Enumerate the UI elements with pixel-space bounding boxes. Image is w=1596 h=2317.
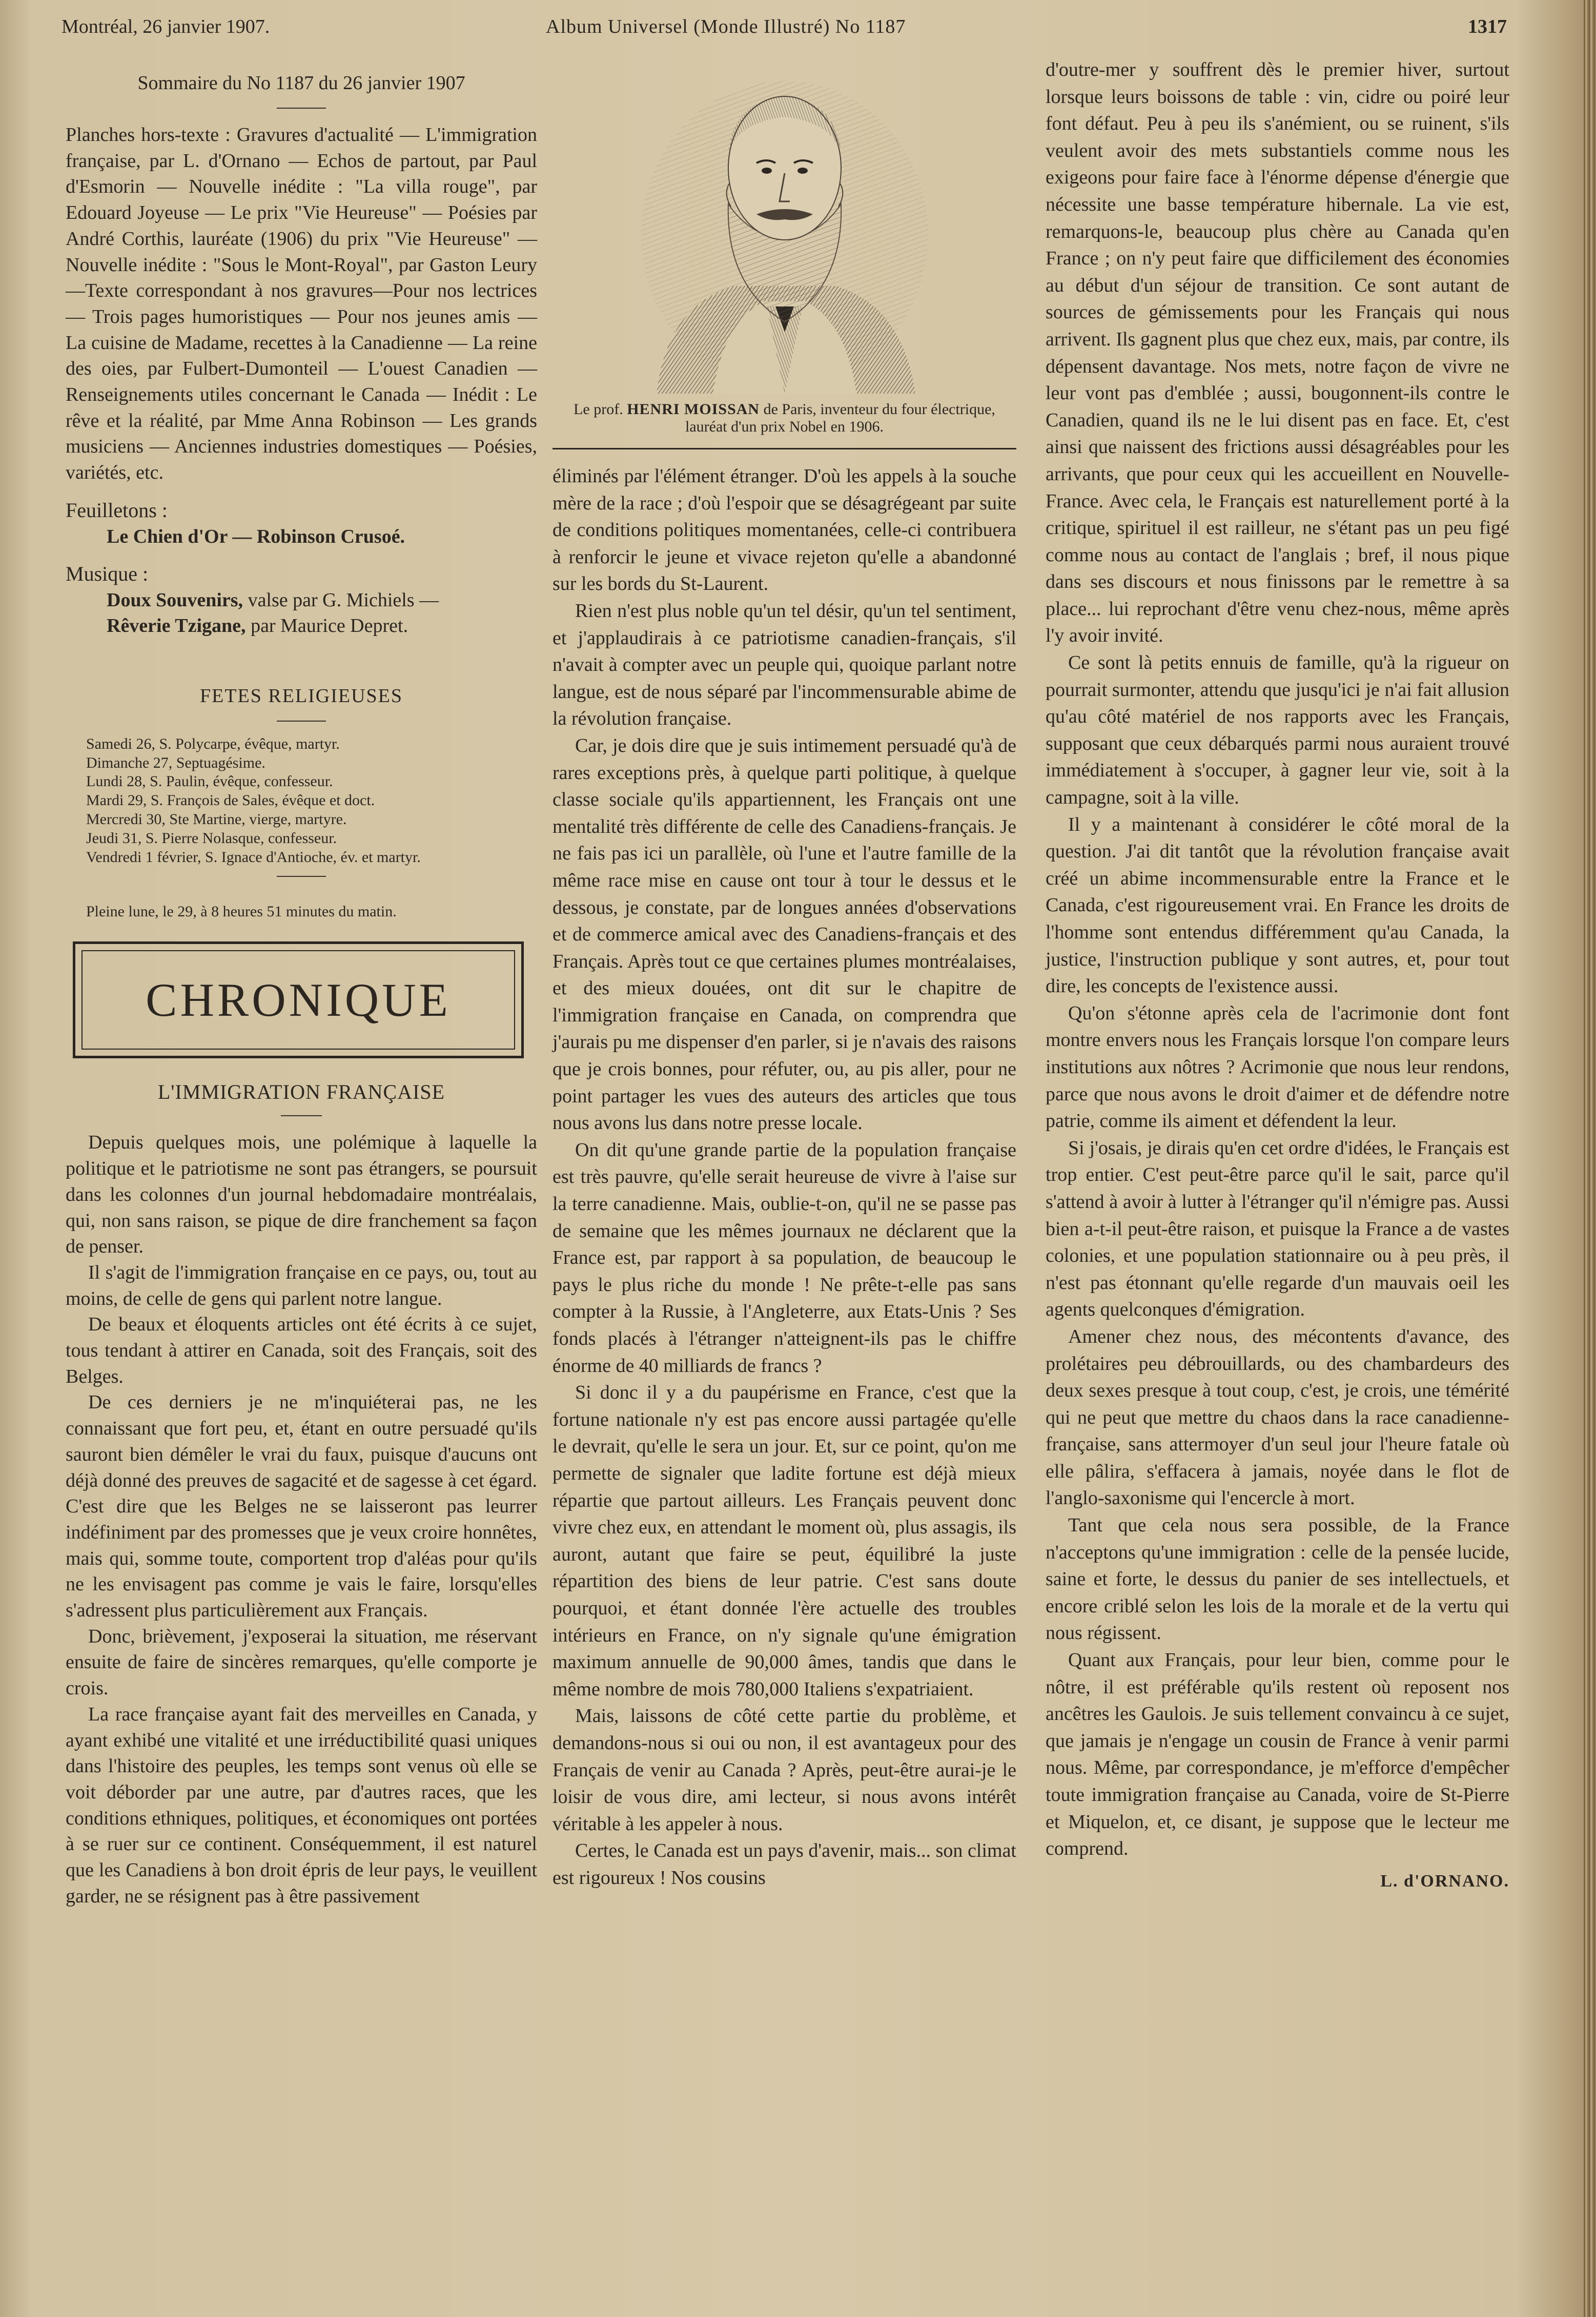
portrait-caption: Le prof. HENRI MOISSAN de Paris, inventeur du four électrique, lauréat d'un prix Nobel en 1906.	[574, 401, 995, 435]
feast-day: Vendredi 1 février, S. Ignace d'Antioche, év. et martyr.	[86, 848, 421, 866]
header-date: Montréal, 26 janvier 1907.	[62, 16, 270, 37]
article-paragraph: Tant que cela nous sera possible, de la France n'acceptons qu'une immigration : celle de la pensée lucide, saine et forte, le dessus du panier de ses intellectuels, et encore criblé selon les lois de la morale et de la vertu qui nous régissent.	[1046, 1514, 1509, 1644]
article-paragraph: Il y a maintenant à considérer le côté moral de la question. J'ai dit tantôt que la révolution française avait créé un abime incommensurable entre la France et le Canada, c'est rigoureusement vrai. En France les droits de l'homme sont entendus différemment qu'au Canada, la justice, l'instruction publique y sont autres, et, pour tout dire, les concepts de l'existence aussi.	[1046, 813, 1509, 997]
article-paragraph: Si j'osais, je dirais qu'en cet ordre d'idées, le Français est trop entier. C'est peut-être parce qu'il le sait, parce qu'il s'attend à avoir à lutter à l'étranger qu'il n'émigre pas. Aussi bien a-t-il peut-être raison, et puisque la France a de vastes colonies, et une population stationnaire ou à peu près, il n'est pas étonnant qu'elle regarde d'un mauvais oeil les agents quelconques d'émigration.	[1046, 1137, 1509, 1321]
chronique-banner	[73, 941, 524, 1058]
divider	[277, 876, 326, 877]
article-paragraph: Il s'agit de l'immigration française en ce pays, ou, tout au moins, de celle de gens qui parlent notre langue.	[66, 1261, 537, 1309]
article-paragraph: Rien n'est plus noble qu'un tel désir, qu'un tel sentiment, et j'applaudirais à ce patriotisme canadien-français, s'il n'avait à compter avec un peuple qui, quoique parlant notre langue, est de nous séparé par l'incommensurable abime de la révolution française.	[553, 600, 1016, 730]
fetes-list	[66, 735, 537, 867]
article-paragraph: On dit qu'une grande partie de la population française est très pauvre, qu'elle serait heureuse de vivre à l'aise sur la terre canadienne. Mais, oublie-t-on, qu'il ne se passe pas de semaine que les mêmes journaux ne déclarent que la France est, par rapport à sa population, de beaucoup le pays le plus riche du monde ! Ne prête-t-elle pas sans compter à la Russie, à l'Angleterre, aux Etats-Unis ? Ses fonds placés à l'étranger n'atteignent-ils pas le chiffre énorme de 40 milliards de francs ?	[553, 1139, 1016, 1377]
article-paragraph: Amener chez nous, des mécontents d'avance, des prolétaires peu débrouillards, ou des chambardeurs des deux sexes presque à tout coup, c'est, je crois, une témérité qui ne peut que mettre du chaos dans la race canadienne-française, sans attermoyer d'un seul jour l'heure fatale où elle pâlira, s'effacera à jamais, noyée dans le flot de l'anglo-saxonisme qui l'encercle à mort.	[1046, 1325, 1509, 1509]
divider	[281, 1115, 322, 1116]
feast-day: Mercredi 30, Ste Martine, vierge, martyre.	[86, 811, 347, 828]
feast-day: Jeudi 31, S. Pierre Nolasque, confesseur.	[86, 829, 337, 847]
page-header	[62, 15, 1507, 46]
sommaire-title: Sommaire du No 1187 du 26 janvier 1907	[137, 72, 465, 94]
article-paragraph: Certes, le Canada est un pays d'avenir, mais... son climat est rigoureux ! Nos cousins	[553, 1840, 1016, 1889]
fetes-title: FETES RELIGIEUSES	[199, 685, 403, 707]
moon-phase: Pleine lune, le 29, à 8 heures 51 minutes du matin.	[86, 903, 397, 920]
article-paragraph: De ces derniers je ne m'inquiéterai pas, ne les connaissant que fort peu, et, étant en outre persuadé qu'ils sauront bien démêler le vrai du faux, puisque d'aucuns ont déjà donné des preuves de sagacité et de sagesse à cet égard. C'est dire que les Belges ne se laisseront pas leurrer indéfiniment par des promesses que je veux croire honnêtes, mais qui, somme toute, comportent trop d'aléas pour qu'ils ne les envisagent pas comme je vais le faire, lorsqu'elles s'adressent plus particulièrement aux Français.	[66, 1391, 538, 1622]
musique-label: Musique :	[66, 562, 149, 585]
column-middle	[553, 61, 1016, 1891]
musique-item: Doux Souvenirs, valse par G. Michiels —	[107, 589, 439, 611]
column-right	[1046, 56, 1509, 1891]
feuilletons-list: Le Chien d'Or — Robinson Crusoé.	[107, 525, 405, 547]
article-paragraph: Donc, brièvement, j'exposerai la situation, me réservant ensuite de faire de sincères remarques, qu'elle comporte je crois.	[66, 1625, 537, 1699]
article-title: L'IMMIGRATION FRANÇAISE	[157, 1080, 445, 1104]
column-left	[66, 67, 537, 1910]
article-paragraph: éliminés par l'élément étranger. D'où les appels à la souche mère de la race ; d'où l'espoir que se désagrégeant par suite de conditions politiques momentanées, celle-ci contribuera à renforcir le jeune et vivace rejeton qu'elle a abandonné sur les bords du St-Laurent.	[553, 465, 1016, 595]
page-number: 1317	[1468, 16, 1507, 37]
feuilletons-label: Feuilletons :	[66, 498, 168, 522]
article-paragraph: Si donc il y a du paupérisme en France, c'est que la fortune nationale n'y est pas encore aussi partagée qu'elle le devrait, qu'elle le sera un jour. Et, sur ce point, qu'on me permette de signaler que ladite fortune est déjà mieux répartie que partout ailleurs. Les Français peuvent donc vivre chez eux, en attendant le moment où, plus assagis, ils auront, autant que faire se peut, équilibré la juste répartition des biens de leur patrie. C'est sans doute pourquoi, et étant donnée l'ère actuelle des troubles intérieurs en France, on n'y signale qu'une émigration maximum annuelle de 90,000 âmes, tandis que dans le même nombre de mois 780,000 Italiens s'expatriaient.	[553, 1382, 1016, 1700]
article-paragraph: Car, je dois dire que je suis intimement persuadé qu'à de rares exceptions près, à quelque parti politique, à quelque classe sociale qu'ils appartiennent, les Français ont une mentalité très différente de celle des Canadiens-français. Je ne fais pas ici un parallèle, où l'une et l'autre famille de la même race mise en cause ont tour à tour le dessus et le dessous, je constate, par de longues années d'observations et de commerce amical avec des Canadiens-français et des Français. Après tout ce que certaines plumes montréalaises, et des mieux douées, ont dit sur le chapitre de l'immigration française en Canada, on comprendra que j'aurais pu me dispenser d'en parler, si je n'avais des raisons que je crois bonnes, pour réfuter, ou, au pis aller, pour ne point partager les vues des auteurs des articles que tous nous avons lus dans notre presse locale.	[553, 734, 1016, 1134]
article-paragraph: La race française ayant fait des merveilles en Canada, y ayant exhibé une vitalité et une irréductibilité quasi uniques dans l'histoire des peuples, les temps sont venus où elle se voit déborder par une autre, par d'autres races, que les conditions ethniques, politiques, et économiques ont portées à se ruer sur ce continent. Conséquemment, il est naturel que les Canadiens à bon droit épris de leur pays, le veuillent garder, ne se résignent pas à être passivement	[66, 1703, 537, 1907]
article-paragraph: Ce sont là petits ennuis de famille, qu'à la rigueur on pourrait surmonter, attendu que jusqu'ici je n'ai fait allusion qu'au côté matériel de nos rapports avec les Français, supposant que ceux débarqués parmi nous auraient trouvé immédiatement à s'occuper, à gagner leur vie, soit à la campagne, soit à la ville.	[1046, 652, 1509, 809]
chronique-banner-inner	[81, 950, 515, 1050]
portrait-engraving	[636, 66, 933, 394]
feast-day: Lundi 28, S. Paulin, évêque, confesseur.	[86, 773, 333, 790]
musique-list	[107, 587, 537, 639]
sommaire-planches: Planches hors-texte : Gravures d'actualité — L'immigration française, par L. d'Ornano — Echos de partout, par Paul d'Esmorin — Nouvelle inédite : "La villa rouge", par Edouard Joyeuse — Le prix "Vie Heureuse" — Poésies par André Corthis, lauréate (1906) du prix "Vie Heureuse" — Nouvelle inédite : "Sous le Mont-Royal", par Gaston Leury—Texte correspondant à nos gravures—Pour nos lectrices— Trois pages humoristiques — Pour nos jeunes amis — La cuisine de Madame, recettes à la Canadienne — La reine des oies, par Fulbert-Dumonteil — L'ouest Canadien — Renseignements utiles concernant le Canada — Inédit : Le rêve et la réalité, par Mme Anna Robinson — Les grands musiciens — Anciennes industries domestiques — Poésies, variétés, etc.	[66, 124, 537, 484]
article-paragraph: Depuis quelques mois, une polémique à laquelle la politique et le patriotisme ne sont pas étrangers, se poursuit dans les colonnes d'un journal hebdomadaire montréalais, qui, non sans raison, se pique de dire franchement sa façon de penser.	[66, 1132, 537, 1258]
page-edge	[1584, 0, 1596, 2317]
article-paragraph: De beaux et éloquents articles ont été écrits à ce sujet, tous tendant à attirer en Canada, soit des Français, soit des Belges.	[66, 1314, 537, 1387]
article-paragraph: Qu'on s'étonne après cela de l'acrimonie dont font montre envers nous les Français lorsque l'on compare leurs institutions aux nôtres ? Acrimonie que nous leur rendons, parce que nous avons le droit d'aimer et de défendre notre patrie, comme ils aiment et défendent la leur.	[1046, 1002, 1509, 1132]
divider	[277, 108, 326, 109]
caption-divider	[553, 448, 1016, 449]
musique-item: Rêverie Tzigane, par Maurice Depret.	[107, 614, 408, 637]
feast-day: Dimanche 27, Septuagésime.	[86, 754, 265, 771]
article-paragraph: Quant aux Français, pour leur bien, comme pour le nôtre, il est préférable qu'ils restent où reposent nos ancêtres les Gaulois. Je suis tellement convaincu à ce sujet, que jamais je n'engage un cousin de France à venir parmi nous. Même, par correspondance, je m'efforce d'empêcher toute immigration française au Canada, voire de St-Pierre et Miquelon, et, ce disant, je suppose que le lecteur me comprend.	[1046, 1649, 1509, 1860]
author-signature: L. d'ORNANO.	[1380, 1871, 1509, 1891]
article-paragraph: Mais, laissons de côté cette partie du problème, et demandons-nous si oui ou non, il est avantageux pour des Français de venir au Canada ? Après, peut-être aurai-je le loisir de vous dire, ami lecteur, si nous avons intérêt véritable à les appeler à nous.	[553, 1705, 1016, 1835]
divider	[277, 721, 326, 722]
article-paragraph: d'outre-mer y souffrent dès le premier hiver, surtout lorsque leurs boissons de table : vin, cidre ou poiré leur font défaut. Peu à peu ils s'anémient, ou se ruinent, s'ils veulent avoir des mets substantiels comme nous les exigeons pour faire face à l'énorme dépense d'énergie que nécessite une basse température hibernale. La vie est, remarquons-le, beaucoup plus chère au Canada qu'en France ; on n'y peut faire que difficilement des économies au début d'un séjour de transition. Ce sont autant de sources de gémissements pour les Français qui nous arrivent. Ils gagnent plus que chez eux, mais, par contre, ils dépensent davantage. Nos mets, notre façon de vivre ne leur vont pas d'emblée ; aussi, bougonnent-ils contre le Canadien, quand ils ne le lui disent pas en face. Et, c'est ainsi que naissent des frictions aussi désagréables pour les arrivants, que pour ceux qui les accueillent en Nouvelle-France. Avec cela, le Français est naturellement porté à la critique, spirituel il est railleur, ne s'étant pas un peu figé comme nous au contact de l'anglais ; bref, il nous pique dans ses discours et nous finissons par le remettre à sa place... lui reprochant d'être venu chez-nous, même après l'y avoir invité.	[1046, 59, 1509, 647]
feast-day: Mardi 29, S. François de Sales, évêque et doct.	[86, 792, 375, 809]
feast-day: Samedi 26, S. Polycarpe, évêque, martyr.	[86, 735, 340, 752]
header-publication: Album Universel (Monde Illustré) No 1187	[546, 16, 906, 37]
chronique-title: CHRONIQUE	[146, 974, 451, 1027]
